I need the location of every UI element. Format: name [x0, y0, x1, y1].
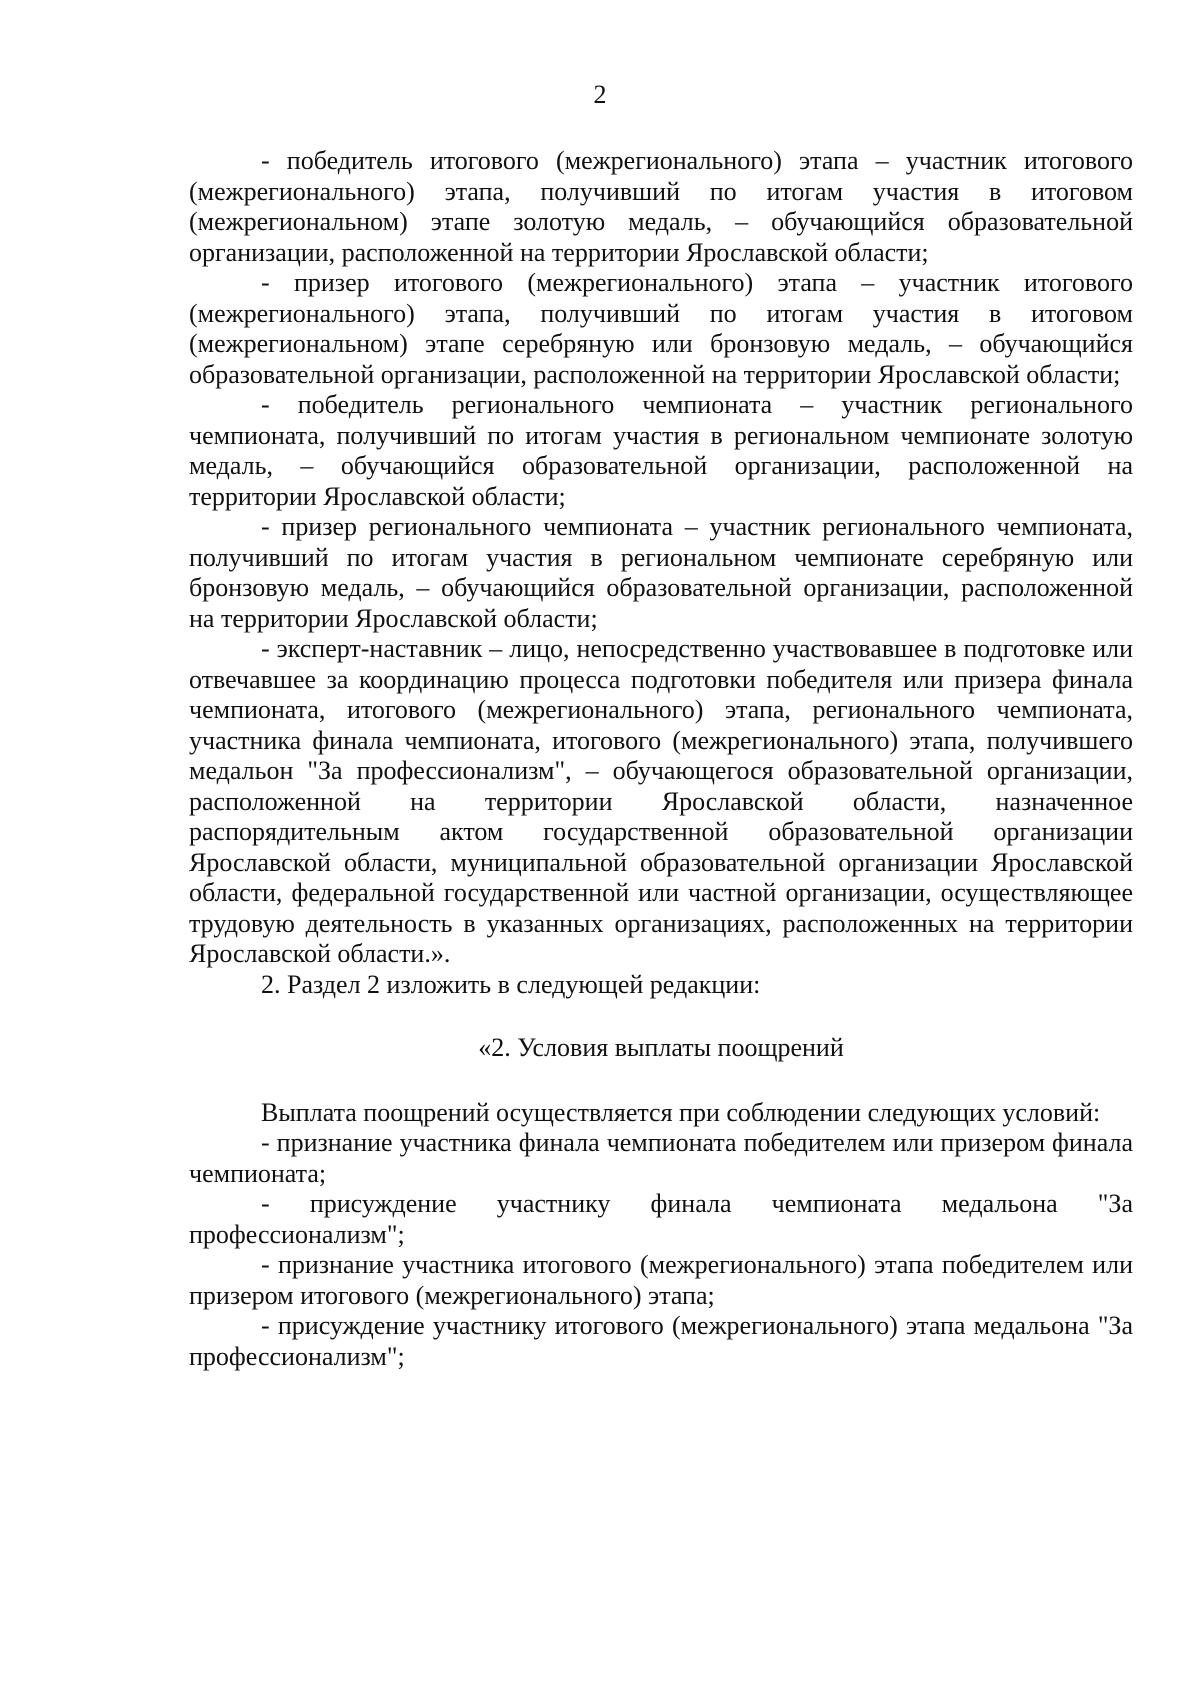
- amendment-paragraph: 2. Раздел 2 изложить в следующей редакции:: [261, 969, 761, 999]
- definition-paragraph: - победитель итогового (межрегионального) этапа – участник итогового (межрегионального) этапа, получивший по итогам участия в итоговом (межрегиональном) этапе золотую медаль, – обучающийся образовательной организации, расположенной на территории Ярославской области;: [189, 146, 1133, 267]
- section-heading: «2. Условия выплаты поощрений: [478, 1033, 844, 1062]
- condition-item: - признание участника финала чемпионата победителем или призером финала чемпионата;: [189, 1128, 1133, 1188]
- definition-paragraph: - призер регионального чемпионата – участник регионального чемпионата, получивший по итогам участия в региональном чемпионате серебряную или бронзовую медаль, – обучающийся образовательной организации, расположенной на территории Ярославской области;: [189, 512, 1133, 633]
- definition-paragraph: - призер итогового (межрегионального) этапа – участник итогового (межрегионального) этапа, получивший по итогам участия в итоговом (межрегиональном) этапе серебряную или бронзовую медаль, – обучающийся образовательной организации, расположенной на территории Ярославской области;: [189, 268, 1133, 389]
- definition-paragraph: - победитель регионального чемпионата – участник регионального чемпионата, получивший по итогам участия в региональном чемпионате золотую медаль, – обучающийся образовательной организации, расположенной на территории Ярославской области;: [189, 390, 1133, 511]
- condition-item: - признание участника итогового (межрегионального) этапа победителем или призером итогового (межрегионального) этапа;: [189, 1250, 1133, 1310]
- page-number: 2: [593, 80, 607, 109]
- document-body: [189, 146, 1133, 1372]
- conditions-intro: Выплата поощрений осуществляется при соблюдении следующих условий:: [261, 1097, 1101, 1127]
- definition-paragraph: - эксперт-наставник – лицо, непосредственно участвовавшее в подготовке или отвечавшее за координацию процесса подготовки победителя или призера финала чемпионата, итогового (межрегионального) этапа, регионального чемпионата, участника финала чемпионата, итогового (межрегионального) этапа, получившего медальон "За профессионализм", – обучающегося образовательной организации, расположенной на территории Ярославской области, назначенное распорядительным актом государственной образовательной организации Ярославской области, муниципальной образовательной организации Ярославской области, федеральной государственной или частной организации, осуществляющее трудовую деятельность в указанных организациях, расположенных на территории Ярославской области.».: [189, 634, 1133, 968]
- condition-item: - присуждение участнику финала чемпионата медальона "За профессионализм";: [189, 1189, 1133, 1249]
- condition-item: - присуждение участнику итогового (межрегионального) этапа медальона "За профессионализм";: [189, 1311, 1133, 1371]
